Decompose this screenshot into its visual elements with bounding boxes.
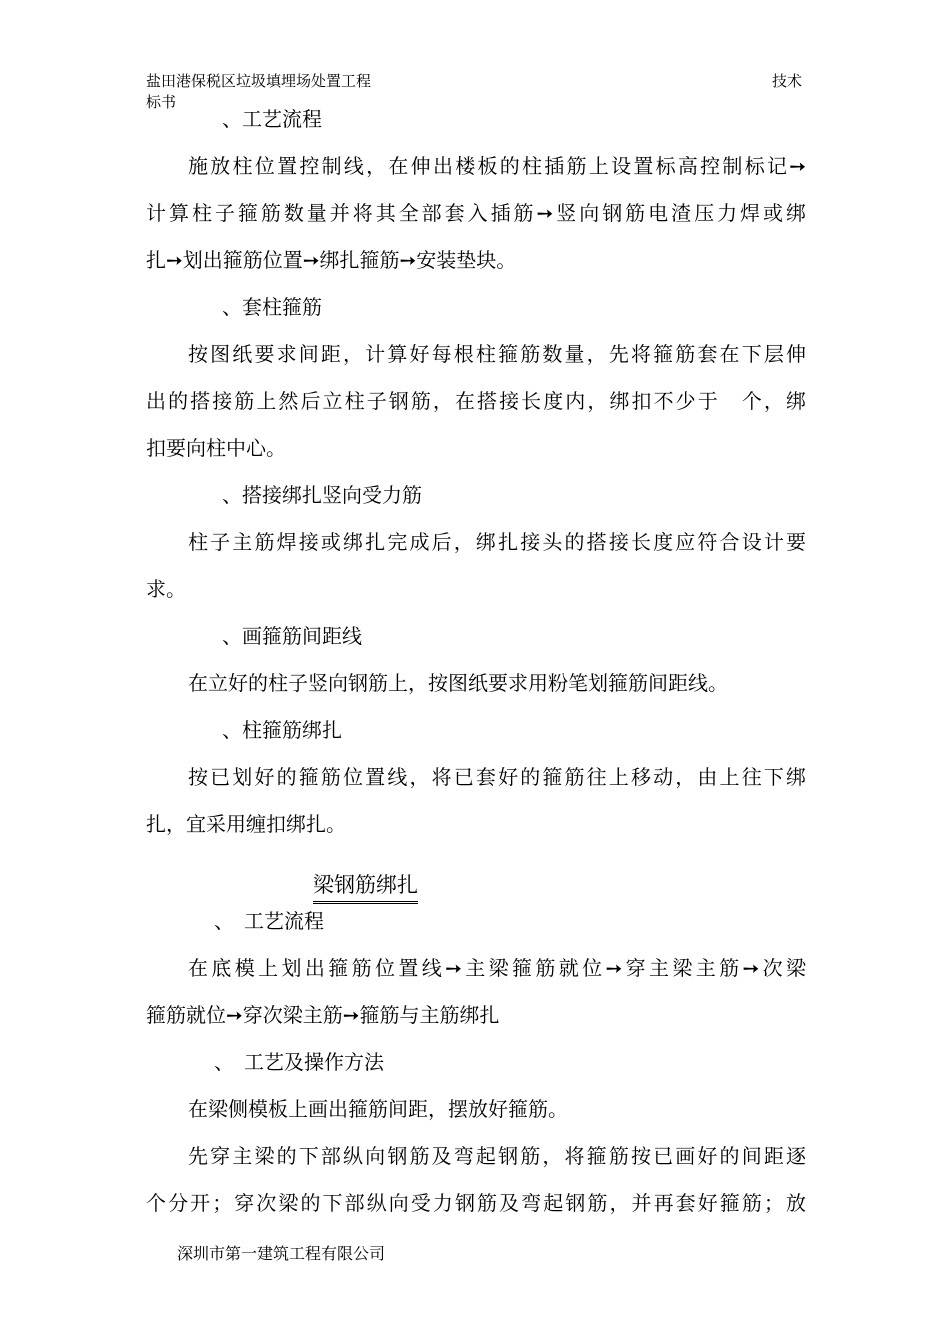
section-title: 梁钢筋绑扎	[313, 871, 418, 904]
paragraph-line: 在底模上划出箍筋位置线➙主梁箍筋就位➙穿主梁主筋➙次梁	[188, 956, 806, 980]
paragraph-line: 按已划好的箍筋位置线，将已套好的箍筋往上移动，由上往下绑	[188, 765, 806, 789]
paragraph-line: 按图纸要求间距，计算好每根柱箍筋数量，先将箍筋套在下层伸	[188, 342, 806, 366]
heading-beam-process-flow: 、 工艺流程	[214, 909, 324, 933]
paragraph-line: 在立好的柱子竖向钢筋上，按图纸要求用粉笔划箍筋间距线。	[188, 671, 728, 695]
heading-process-flow: 、工艺流程	[222, 107, 322, 131]
paragraph-line: 箍筋就位➙穿次梁主筋➙箍筋与主筋绑扎	[146, 1003, 500, 1027]
paragraph-line: 先穿主梁的下部纵向钢筋及弯起钢筋，将箍筋按已画好的间距逐	[188, 1144, 806, 1168]
header-project-name: 盐田港保税区垃圾填埋场处置工程	[146, 72, 372, 90]
heading-lap-binding: 、搭接绑扎竖向受力筋	[222, 483, 422, 507]
paragraph-line: 扎➙划出箍筋位置➙绑扎箍筋➙安装垫块。	[146, 248, 517, 272]
paragraph-line: 柱子主筋焊接或绑扎完成后，绑扎接头的搭接长度应符合设计要	[188, 530, 806, 554]
paragraph-line: 扣要向柱中心。	[146, 436, 286, 460]
header-doc-type: 标书	[146, 93, 177, 111]
paragraph-line: 求。	[146, 577, 186, 601]
paragraph-line: 施放柱位置控制线，在伸出楼板的柱插筋上设置标高控制标记➙	[188, 154, 806, 178]
header-category: 技术	[772, 72, 803, 90]
paragraph-line: 在梁侧模板上画出箍筋间距，摆放好箍筋。	[188, 1097, 568, 1121]
paragraph-line: 出的搭接筋上然后立柱子钢筋，在搭接长度内，绑扣不少于 个，绑	[146, 389, 806, 413]
heading-stirrup-spacing: 、画箍筋间距线	[222, 624, 362, 648]
footer-company: 深圳市第一建筑工程有限公司	[177, 1244, 386, 1263]
heading-stirrup-binding: 、柱箍筋绑扎	[222, 718, 342, 742]
paragraph-line: 扎，宜采用缠扣绑扎。	[146, 812, 346, 836]
paragraph-line: 计算柱子箍筋数量并将其全部套入插筋➙竖向钢筋电渣压力焊或绑	[146, 201, 806, 225]
heading-column-stirrups: 、套柱箍筋	[222, 295, 322, 319]
heading-beam-method: 、 工艺及操作方法	[214, 1050, 384, 1074]
paragraph-line: 个分开；穿次梁的下部纵向受力钢筋及弯起钢筋，并再套好箍筋；放	[146, 1191, 806, 1215]
